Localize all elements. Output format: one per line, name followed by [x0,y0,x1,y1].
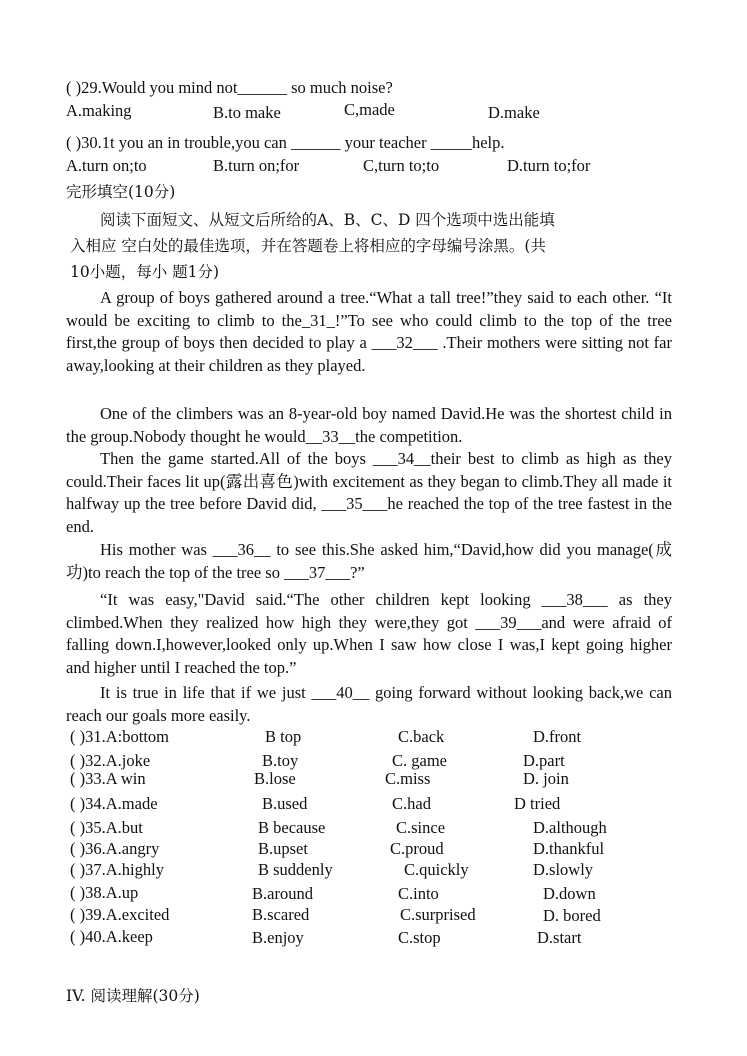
passage-paragraph-5-text: “It was easy,"David said.“The other children kept looking ___38___ as they climbed.When they realized how high they were,they got ___39___and were afraid of falling down.I,however,looked only up.When I saw how close I was,I kept going higher and higher until I reached the top.” [66,590,672,677]
instruction-line-1: 阅读下面短文、从短文后所给的A、B、C、D 四个选项中选出能填 [100,211,555,229]
option-37-c: C.quickly [404,860,469,879]
option-33-d: D. join [523,769,569,788]
option-40-b: B.enjoy [252,928,304,947]
option-38-d: D.down [543,884,596,903]
option-34-d: D tried [514,794,561,813]
option-37-d: D.slowly [533,860,594,879]
q30-option-b: B.turn on;for [213,156,300,175]
option-row-33: ( )33.A win [70,769,146,788]
passage-paragraph-4 [66,539,672,584]
q30-stem: ( )30.1t you an in trouble,you can ______ your teacher _____help. [66,133,505,152]
option-37-b: B suddenly [258,860,333,879]
section-title-reading: IV. 阅读理解(30分) [66,987,200,1005]
option-row-32: ( )32.A.joke [70,751,151,770]
option-row-35: ( )35.A.but [70,818,143,837]
q29-option-d: D.make [488,103,540,122]
option-40-c: C.stop [398,928,441,947]
option-39-d: D. bored [543,906,601,925]
q30-option-a: A.turn on;to [66,156,147,175]
q30-option-c: C,turn to;to [363,156,440,175]
passage-paragraph-2 [66,403,672,448]
option-38-c: C.into [398,884,439,903]
passage-paragraph-1 [66,287,672,377]
option-32-c: C. game [392,751,447,770]
option-row-38: ( )38.A.up [70,883,139,902]
option-40-d: D.start [537,928,582,947]
option-34-c: C.had [392,794,431,813]
option-33-c: C.miss [385,769,431,788]
q29-option-b: B.to make [213,103,281,122]
option-33-b: B.lose [254,769,296,788]
instruction-line-2: 入相应 空白处的最佳选项，并在答题卷上将相应的字母编号涂黑。(共 [70,237,546,255]
option-row-37: ( )37.A.highly [70,860,164,879]
instruction-line-3: 10小题，每小 题1分) [70,263,220,281]
option-31-b: B top [265,727,302,746]
passage-paragraph-5 [66,589,672,679]
passage-paragraph-6-text: It is true in life that if we just ___40__ going forward without looking back,we can reach our goals more easily. [66,683,672,725]
option-row-31: ( )31.A:bottom [70,727,169,746]
option-row-34: ( )34.A.made [70,794,158,813]
option-35-d: D.although [533,818,607,837]
option-32-d: D.part [523,751,565,770]
option-38-b: B.around [252,884,313,903]
option-35-b: B because [258,818,326,837]
option-36-b: B.upset [258,839,308,858]
option-32-b: B.toy [262,751,299,770]
option-39-c: C.surprised [400,905,476,924]
passage-paragraph-1-text: A group of boys gathered around a tree.“What a tall tree!”they said to each other. “It would be exciting to climb to the_31_!”To see who could climb to the top of the tree first,the group of boys then decided to play a ___32___ .Their mothers were sitting not far away,looking at their children as they played. [66,288,672,375]
q29-stem: ( )29.Would you mind not______ so much noise? [66,78,393,97]
option-row-40: ( )40.A.keep [70,927,153,946]
q30-option-d: D.turn to;for [507,156,591,175]
passage-paragraph-2-text: One of the climbers was an 8-year-old boy named David.He was the shortest child in the group.Nobody thought he would__33__the competition. [66,404,672,446]
option-row-36: ( )36.A.angry [70,839,160,858]
option-36-c: C.proud [390,839,444,858]
option-35-c: C.since [396,818,446,837]
q29-option-a: A.making [66,101,132,120]
passage-paragraph-4-text: His mother was ___36__ to see this.She asked him,“David,how did you manage(成功)to reach the top of the tree so ___37___?” [66,540,672,582]
section-title-cloze: 完形填空(10分) [66,183,176,201]
passage-paragraph-3-text: Then the game started.All of the boys ___34__their best to climb as high as they could.Their faces lit up(露出喜色)with excitement as they began to climb.They all made it halfway up the tree before David did, ___35___he reached the top of the tree fastest in the end. [66,449,672,536]
option-row-39: ( )39.A.excited [70,905,170,924]
option-31-c: C.back [398,727,445,746]
option-39-b: B.scared [252,905,310,924]
q29-option-c: C,made [344,100,395,119]
passage-paragraph-6 [66,682,672,727]
option-34-b: B.used [262,794,308,813]
passage-paragraph-3 [66,448,672,538]
option-31-d: D.front [533,727,582,746]
option-36-d: D.thankful [533,839,605,858]
